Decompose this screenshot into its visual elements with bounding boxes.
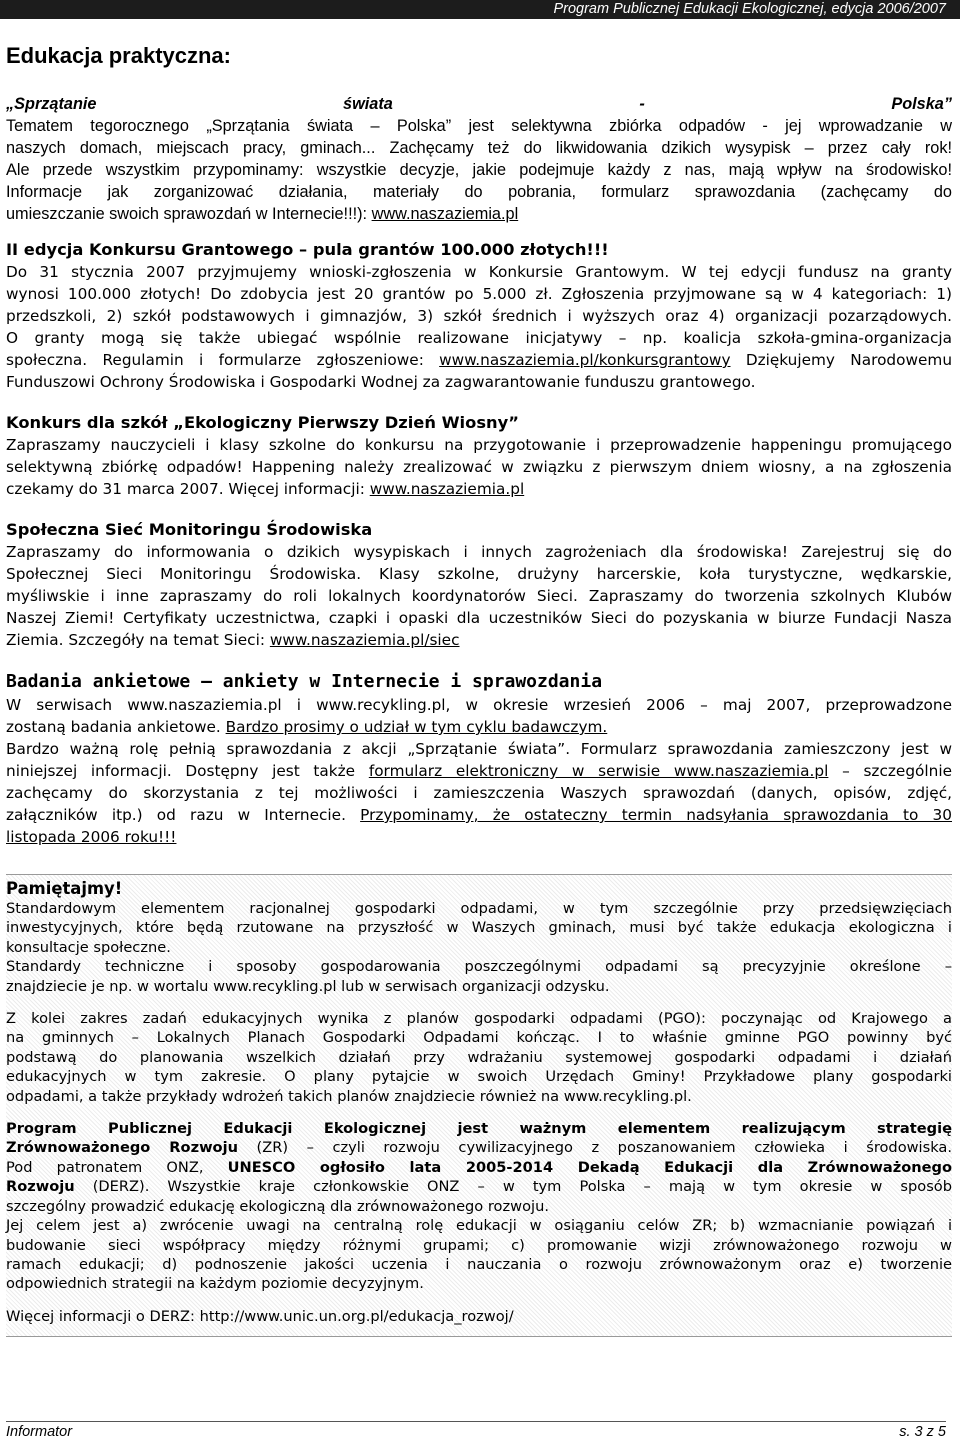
footer-page-number: s. 3 z 5 (899, 1424, 946, 1440)
box-line: Z kolei zakres zadań edukacyjnych wynika z planów gospodarki odpadami (PGO): poczynając od Krajowego a (6, 1010, 952, 1028)
paragraph-line: naszych domach, miejscach pracy, gminach... Zachęcamy też do likwidowania dzikich wysypisk – przez cały rok! (6, 139, 952, 157)
electronic-form-link[interactable]: formularz elektroniczny w serwisie www.naszaziemia.pl (368, 762, 829, 780)
box-line: ramach edukacji; d) podnoszenie jakości uczenia i nauczania o rozwoju zrównoważonym oraz e) tworzenie (6, 1255, 952, 1273)
footer-divider (6, 1421, 946, 1422)
section-konkurs-grantowy (6, 239, 952, 393)
box-line: Więcej informacji o DERZ: http://www.unic.un.org.pl/edukacja_rozwoj/ (6, 1307, 514, 1325)
header-bar (0, 0, 960, 19)
paragraph-line (6, 629, 952, 651)
paragraph-line: przedszkoli, 2) szkół podstawowych i gimnazjów, 3) szkół średnich i wyższych oraz 4) organizacji pozarządowych. (6, 307, 952, 325)
paragraph-line (6, 760, 952, 782)
box-line: szczególny prowadzić edukację ekologiczną dla zrównoważonego rozwoju. (6, 1197, 549, 1215)
paragraph-line: Bardzo ważną rolę pełnią sprawozdania z akcji „Sprzątanie świata”. Formularz sprawozdania zamieszczony jest w (6, 740, 952, 758)
section-heading: Konkurs dla szkół „Ekologiczny Pierwszy Dzień Wiosny” (6, 413, 519, 432)
footer (6, 1424, 946, 1444)
section-heading: Badania ankietowe – ankiety w Internecie i sprawozdania (6, 671, 603, 692)
section-heading: II edycja Konkursu Grantowego – pula grantów 100.000 złotych!!! (6, 240, 609, 259)
box-line: odpadami, a także przykłady wdrożeń takich planów znajdziecie również na www.recykling.pl. (6, 1087, 692, 1105)
section-siec-monitoringu (6, 519, 952, 651)
paragraph-text: załączników itp.) od razu w Internecie. (6, 806, 361, 824)
box-bold-text: Rozwoju (6, 1178, 75, 1196)
naszaziemia-link[interactable]: www.naszaziemia.pl (369, 480, 525, 498)
paragraph-line: Funduszowi Ochrony Środowiska i Gospodarki Wodnej za zagwarantowanie funduszu grantowego. (6, 373, 756, 391)
box-line: odpowiednich strategii na każdym poziomie decyzyjnym. (6, 1275, 424, 1293)
paragraph-line: myśliwskie i inne zapraszamy do roli lokalnych koordynatorów Sieci. Zapraszamy do tworzenia szkolnych Klubów (6, 587, 952, 605)
survey-link[interactable]: Bardzo prosimy o udział w tym cyklu badawczym. (225, 718, 608, 736)
section-sprzatanie-swiata (6, 93, 952, 225)
page-title: Edukacja praktyczna: (6, 43, 231, 68)
box-line: budowanie sieci współpracy między różnymi grupami; c) promowanie wizji zrównoważonego rozwoju w (6, 1236, 952, 1254)
paragraph-line: W serwisach www.naszaziemia.pl i www.recykling.pl, w okresie wrzesień 2006 – maj 2007, przeprowadzone (6, 696, 952, 714)
box-bold-text: Zrównoważonego Rozwoju (6, 1139, 238, 1157)
box-line: znajdziecie je np. w wortalu www.recykling.pl lub w serwisach organizacji odzysku. (6, 977, 610, 995)
box-line: Program Publicznej Edukacji Ekologicznej jest ważnym elementem realizującym strategię (6, 1120, 952, 1138)
paragraph-line (6, 203, 952, 225)
section-badania-ankietowe (6, 670, 952, 848)
paragraph-line (6, 349, 952, 371)
box-line: inwestycyjnych, które będą rzutowane na przyszłość w Waszych gminach, musi być także edukacja ekologiczna i (6, 919, 952, 937)
section-heading: Społeczna Sieć Monitoringu Środowiska (6, 520, 373, 539)
paragraph-line: Społecznej Sieci Monitoringu Środowiska. Klasy szkolne, drużyny harcerskie, koła turystyczne, wędkarskie, (6, 565, 952, 583)
paragraph-line: Zapraszamy do informowania o dzikich wysypiskach i innych zagrożeniach dla środowiska! Zarejestruj się do (6, 543, 952, 561)
section-heading: „Sprzątanie świata - Polska” (6, 95, 952, 113)
box-line: Standardy techniczne i sposoby gospodarowania poszczególnymi odpadami są precyzyjnie określone – (6, 958, 952, 976)
paragraph-text: społeczna. Regulamin i formularze zgłoszeniowe: (6, 351, 440, 369)
box-line: edukacyjnych w tym zakresie. O plany pytajcie w swoich Urzędach Gminy! Przykładowe plany gospodarki (6, 1068, 952, 1086)
paragraph-line: O granty mogą się także ubiegać wspólnie realizowane inicjatywy – np. koalicja szkoła-gmina-organizacja (6, 329, 952, 347)
pamietajmy-box (6, 874, 952, 1337)
paragraph-line: selektywną zbiórkę odpadów! Happening należy zrealizować w związku z pierwszym dniem wiosny, a na zgłoszenia (6, 458, 952, 476)
paragraph-line (6, 826, 952, 848)
deadline-link[interactable]: listopada 2006 roku!!! (6, 828, 177, 846)
deadline-link[interactable]: Przypominamy, że ostateczny termin nadsyłania sprawozdania to 30 (360, 806, 952, 824)
paragraph-text: Ziemia. Szczegóły na temat Sieci: (6, 631, 270, 649)
section-pierwszy-dzien-wiosny (6, 412, 952, 500)
content (6, 93, 952, 1337)
box-line: na gminnych – Lokalnych Planach Gospodarki Odpadami kończąc. I to właśnie gminne PGO powinny być (6, 1029, 952, 1047)
konkursgrantowy-link[interactable]: www.naszaziemia.pl/konkursgrantowy (439, 351, 731, 369)
box-line (6, 1158, 952, 1177)
box-line (6, 1177, 952, 1196)
paragraph-text: czekamy do 31 marca 2007. Więcej informacji: (6, 480, 370, 498)
paragraph-text: zostaną badania ankietowe. (6, 718, 226, 736)
paragraph-line: Do 31 stycznia 2007 przyjmujemy wnioski-zgłoszenia w Konkursie Grantowym. W tej edycji fundusz na granty (6, 263, 952, 281)
box-line: Standardowym elementem racjonalnej gospodarki odpadami, w tym szczególnie przy przedsięwzięciach (6, 900, 952, 917)
paragraph-line: Ale przede wszystkim przypominamy: wszystkie decyzje, jakie podejmuje każdy z nas, mają wpływ na środowisko! (6, 161, 952, 179)
header-program-title: Program Publicznej Edukacji Ekologicznej, edycja 2006/2007 (553, 1, 946, 17)
paragraph-text: Dziękujemy Narodowemu (730, 351, 953, 369)
box-line (6, 1138, 952, 1157)
paragraph-line (6, 804, 952, 826)
box-line: Jej celem jest a) zwrócenie uwagi na centralną rolę edukacji w osiąganiu celów ZR; b) wzmacnianie powiązań i (6, 1217, 952, 1235)
box-text: (DERZ). Wszystkie kraje członkowskie ONZ – w tym Polska – mają w tym okresie w sposób (74, 1178, 952, 1196)
box-text: (ZR) – czyli rozwoju cywilizacyjnego z poszanowaniem człowieka i środowiska. (237, 1139, 952, 1157)
footer-publication: Informator (6, 1424, 73, 1440)
paragraph-line: Tematem tegorocznego „Sprzątania świata – Polska” jest selektywna zbiórka odpadów - jej wprowadzanie w (6, 117, 952, 135)
siec-link[interactable]: www.naszaziemia.pl/siec (269, 631, 460, 649)
paragraph-text: umieszczanie swoich sprawozdań w Internecie!!!): (6, 205, 372, 223)
paragraph-text: – szczególnie (828, 762, 952, 780)
box-heading: Pamiętajmy! (6, 879, 123, 898)
naszaziemia-link[interactable]: www.naszaziemia.pl (371, 205, 519, 223)
paragraph-line: Zapraszamy nauczycieli i klasy szkolne do konkursu na przygotowanie i przeprowadzenie happeningu promującego (6, 436, 952, 454)
box-bold-text: UNESCO ogłosiło lata 2005-2014 Dekadą Edukacji dla Zrównoważonego (227, 1158, 952, 1176)
paragraph-line: wynosi 100.000 złotych! Do zdobycia jest 20 grantów po 5.000 zł. Zgłoszenia przyjmowane są w 4 kategoriach: 1) (6, 285, 952, 303)
box-line: podstawą do planowania wszelkich działań przy wdrażaniu systemowej gospodarki odpadami i działań (6, 1048, 952, 1066)
paragraph-line (6, 478, 952, 500)
paragraph-text: niniejszej informacji. Dostępny jest także (6, 762, 369, 780)
paragraph-line: Naszej Ziemi! Certyfikaty uczestnictwa, czapki i opaski dla uczestników Sieci do pozyskania w biurze Fundacji Nasza (6, 609, 952, 627)
paragraph-line (6, 716, 952, 738)
paragraph-line: zachęcamy do skorzystania z tej możliwości i zamieszczenia Waszych sprawozdań (danych, opisów, zdjęć, (6, 784, 952, 802)
paragraph-line: Informacje jak zorganizować działania, materiały do pobrania, formularz sprawozdania (zachęcamy do (6, 183, 952, 201)
box-text: Pod patronatem ONZ, (6, 1158, 228, 1176)
box-line: konsultacje społeczne. (6, 938, 171, 956)
